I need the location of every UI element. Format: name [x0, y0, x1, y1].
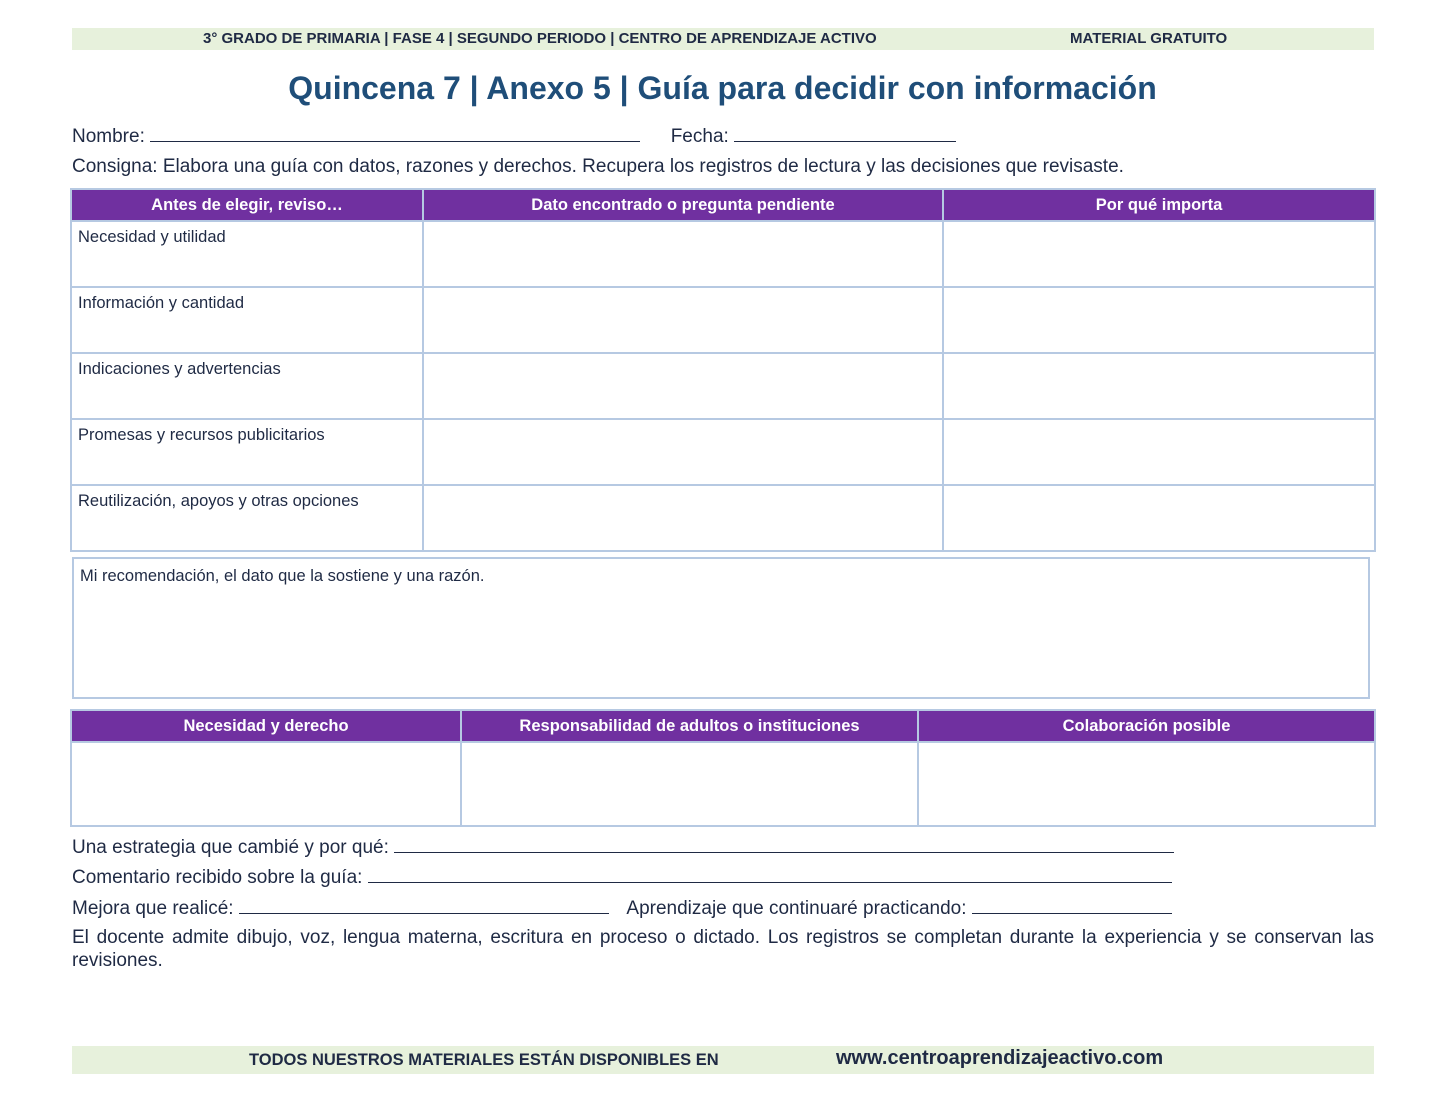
- table2-header-responsibility: Responsabilidad de adultos o instituciones: [461, 710, 918, 742]
- row-label-promises: Promesas y recursos publicitarios: [71, 419, 423, 485]
- data-cell[interactable]: [423, 419, 943, 485]
- feedback-field[interactable]: [368, 865, 1172, 883]
- name-field[interactable]: [150, 124, 640, 142]
- table-row: [71, 353, 1375, 419]
- footer-band: [72, 1046, 1374, 1074]
- responsibility-cell[interactable]: [461, 742, 918, 826]
- teacher-note: El docente admite dibujo, voz, lengua materna, escritura en proceso o dictado. Los registros se completan durante la experiencia y se conservan las revisiones.: [72, 927, 1374, 971]
- feedback-label: Comentario recibido sobre la guía:: [72, 867, 363, 888]
- improvement-field[interactable]: [239, 896, 609, 914]
- name-date-row: [72, 124, 956, 148]
- footer-label: TODOS NUESTROS MATERIALES ESTÁN DISPONIBLES EN: [249, 1051, 719, 1069]
- strategy-row: [72, 835, 1174, 859]
- table-row: [71, 419, 1375, 485]
- table2-header-collaboration: Colaboración posible: [918, 710, 1375, 742]
- importance-cell[interactable]: [943, 419, 1375, 485]
- decision-guide-table: [70, 188, 1376, 552]
- row-label-need: Necesidad y utilidad: [71, 221, 423, 287]
- recommendation-box[interactable]: [72, 557, 1370, 699]
- page-title: Quincena 7 | Anexo 5 | Guía para decidir con información: [288, 70, 1157, 106]
- strategy-label: Una estrategia que cambié y por qué:: [72, 837, 389, 858]
- table-row: [71, 287, 1375, 353]
- need-right-cell[interactable]: [71, 742, 461, 826]
- data-cell[interactable]: [423, 287, 943, 353]
- table1-header-importance: Por qué importa: [943, 189, 1375, 221]
- free-material-label: MATERIAL GRATUITO: [1070, 30, 1228, 47]
- importance-cell[interactable]: [943, 353, 1375, 419]
- importance-cell[interactable]: [943, 485, 1375, 551]
- feedback-row: [72, 865, 1172, 889]
- table1-header-review: Antes de elegir, reviso…: [71, 189, 423, 221]
- table-row: [71, 221, 1375, 287]
- recommendation-label: Mi recomendación, el dato que la sostiene y una razón.: [80, 567, 485, 585]
- data-cell[interactable]: [423, 485, 943, 551]
- strategy-field[interactable]: [394, 835, 1174, 853]
- improvement-label: Mejora que realicé:: [72, 898, 234, 919]
- importance-cell[interactable]: [943, 221, 1375, 287]
- learning-label: Aprendizaje que continuaré practicando:: [626, 898, 967, 919]
- date-label: Fecha:: [670, 126, 729, 147]
- table2-header-need-right: Necesidad y derecho: [71, 710, 461, 742]
- data-cell[interactable]: [423, 221, 943, 287]
- date-field[interactable]: [734, 124, 956, 142]
- improvement-row: [72, 896, 1172, 920]
- rights-responsibility-table: [70, 709, 1376, 827]
- header-band: [72, 28, 1374, 50]
- collaboration-cell[interactable]: [918, 742, 1375, 826]
- data-cell[interactable]: [423, 353, 943, 419]
- row-label-reuse: Reutilización, apoyos y otras opciones: [71, 485, 423, 551]
- row-label-information: Información y cantidad: [71, 287, 423, 353]
- footer-url-link[interactable]: www.centroaprendizajeactivo.com: [836, 1047, 1164, 1069]
- table-row: [71, 485, 1375, 551]
- row-label-instructions: Indicaciones y advertencias: [71, 353, 423, 419]
- importance-cell[interactable]: [943, 287, 1375, 353]
- table-row: [71, 742, 1375, 826]
- learning-field[interactable]: [972, 896, 1172, 914]
- instruction: Consigna: Elabora una guía con datos, razones y derechos. Recupera los registros de lectura y las decisiones que revisaste.: [72, 156, 1124, 177]
- header-info: 3° GRADO DE PRIMARIA | FASE 4 | SEGUNDO PERIODO | CENTRO DE APRENDIZAJE ACTIVO: [203, 30, 877, 47]
- name-label: Nombre:: [72, 126, 145, 147]
- table1-header-data: Dato encontrado o pregunta pendiente: [423, 189, 943, 221]
